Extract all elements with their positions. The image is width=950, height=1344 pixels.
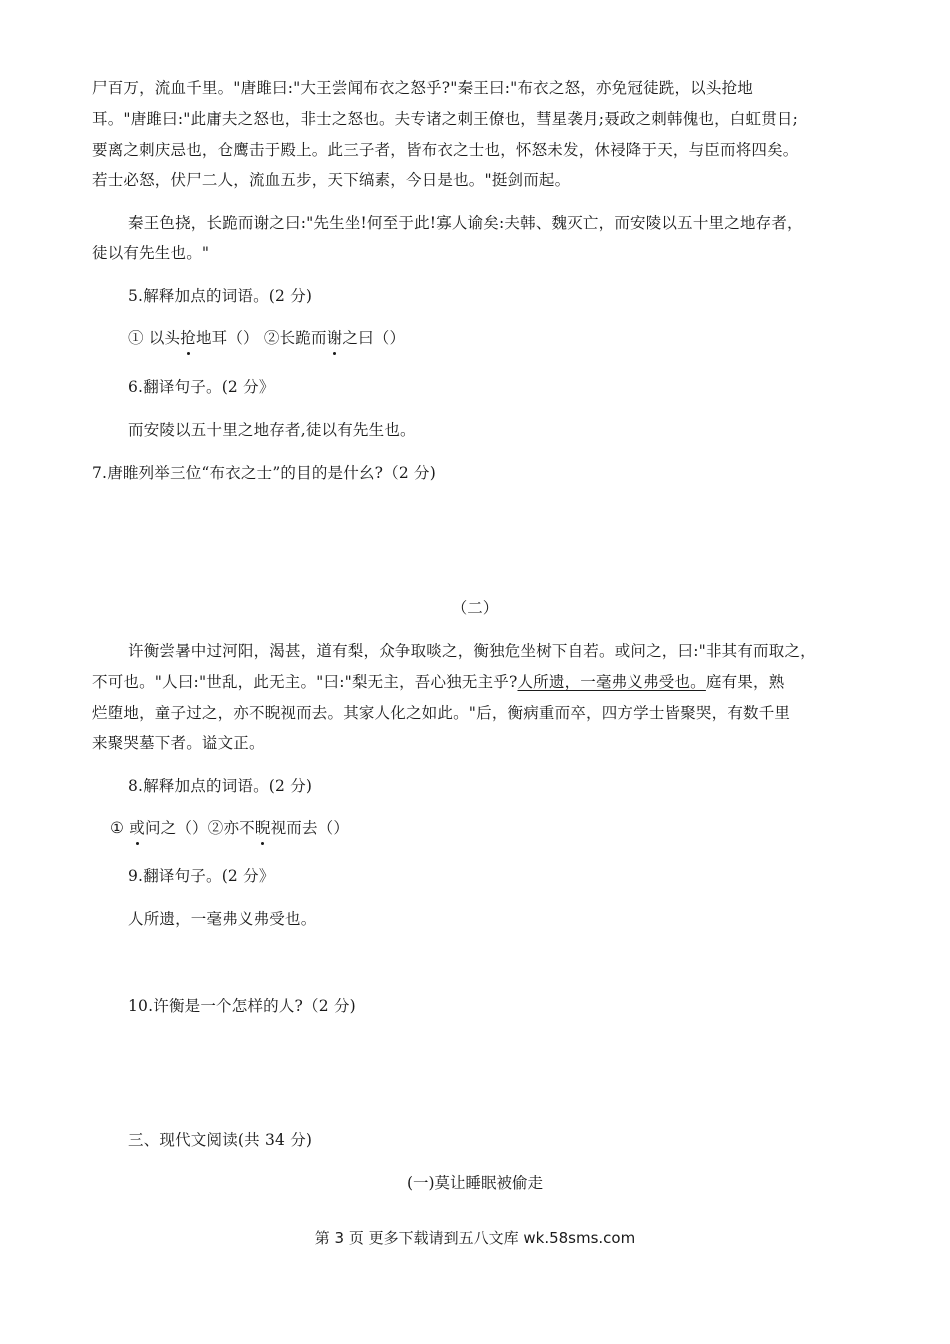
question-9-sentence: 人所遗，一毫弗义弗受也。 — [128, 910, 317, 928]
section-two-line-2-tail: 庭有果，熟 — [705, 673, 785, 691]
q8-item-b-prefix: ②亦不 — [207, 819, 255, 837]
question-7-label: 7.唐睢列举三位“布衣之士”的目的是什幺?（2 分) — [92, 464, 436, 482]
passage-line-3: 要离之刺庆忌也，仓鹰击于殿上。此三子者，皆布衣之士也，怀怒未发，休祲降于天，与臣而将四矣。 — [92, 141, 799, 159]
section-three-subheading: (一)莫让睡眠被偷走 — [406, 1174, 544, 1192]
question-5-label: 5.解释加点的词语。(2 分) — [128, 287, 313, 305]
q5-item-a-prefix: ① 以头 — [128, 329, 181, 347]
section-two-heading: （二） — [451, 599, 499, 617]
passage2-line-1: 秦王色挠，长跪而谢之曰:"先生坐!何至于此!寡人谕矣:夫韩、魏灭亡，而安陵以五十里之地存者， — [128, 214, 803, 232]
q5-item-a-suffix: 地耳（） — [195, 329, 259, 347]
passage-line-4: 若士必怒，伏尸二人，流血五步，天下缟素，今日是也。"挺剑而起。 — [92, 171, 571, 189]
page-footer: 第 3 页 更多下载请到五八文库 wk.58sms.com — [314, 1229, 636, 1247]
section-two-line-3: 烂堕地，童子过之，亦不睨视而去。其家人化之如此。"后，衡病重而卒，四方学士皆聚哭，有数千里 — [92, 704, 791, 722]
section-two-line-2 — [92, 672, 784, 692]
question-6-sentence: 而安陵以五十里之地存者,徒以有先生也。 — [128, 421, 416, 439]
question-5-items — [128, 328, 405, 348]
section-three-heading: 三、现代文阅读(共 34 分) — [128, 1131, 313, 1149]
passage-line-2: 耳。"唐雎曰:"此庸夫之怒也，非士之怒也。夫专诸之刺王僚也，彗星袭月;聂政之刺韩傀也，白虹贯日; — [92, 110, 799, 128]
section-two-line-2-head: 不可也。"人曰:"世乱，此无主。"曰:"梨无主，吾心独无主乎? — [92, 673, 518, 691]
q8-item-a-suffix: 问之（） — [144, 819, 208, 837]
section-two-line-4: 来聚哭墓下者。谥文正。 — [92, 734, 265, 752]
q5-dotted-word-a: 抢 — [180, 329, 196, 347]
q8-dotted-word-b: 睨 — [254, 819, 271, 837]
q5-item-b-prefix: ②长跪而 — [263, 329, 327, 347]
question-10-label: 10.许衡是一个怎样的人?（2 分) — [128, 997, 356, 1015]
passage2-line-2: 徒以有先生也。" — [92, 244, 210, 262]
passage-line-1: 尸百万，流血千里。"唐雎曰:"大王尝闻布衣之怒乎?"秦王曰:"布衣之怒，亦免冠徒跣，以头抢地 — [92, 79, 753, 97]
question-6-label: 6.翻译句子。(2 分》 — [128, 378, 275, 396]
question-8-items — [110, 818, 349, 838]
question-8-label: 8.解释加点的词语。(2 分) — [128, 777, 313, 795]
q8-item-a-prefix: ① — [110, 819, 130, 837]
underlined-sentence: 人所遗，一毫弗义弗受也。 — [517, 673, 706, 691]
q5-item-b-suffix: 之曰（） — [342, 329, 406, 347]
q5-dotted-word-b: 谢 — [326, 329, 343, 347]
q8-item-b-suffix: 视而去（） — [270, 819, 350, 837]
q8-dotted-word-a: 或 — [129, 819, 145, 837]
section-two-line-1: 许衡尝暑中过河阳，渴甚，道有梨，众争取啖之，衡独危坐树下自若。或问之，曰:"非其有而取之， — [128, 642, 816, 660]
question-9-label: 9.翻译句子。(2 分》 — [128, 867, 275, 885]
